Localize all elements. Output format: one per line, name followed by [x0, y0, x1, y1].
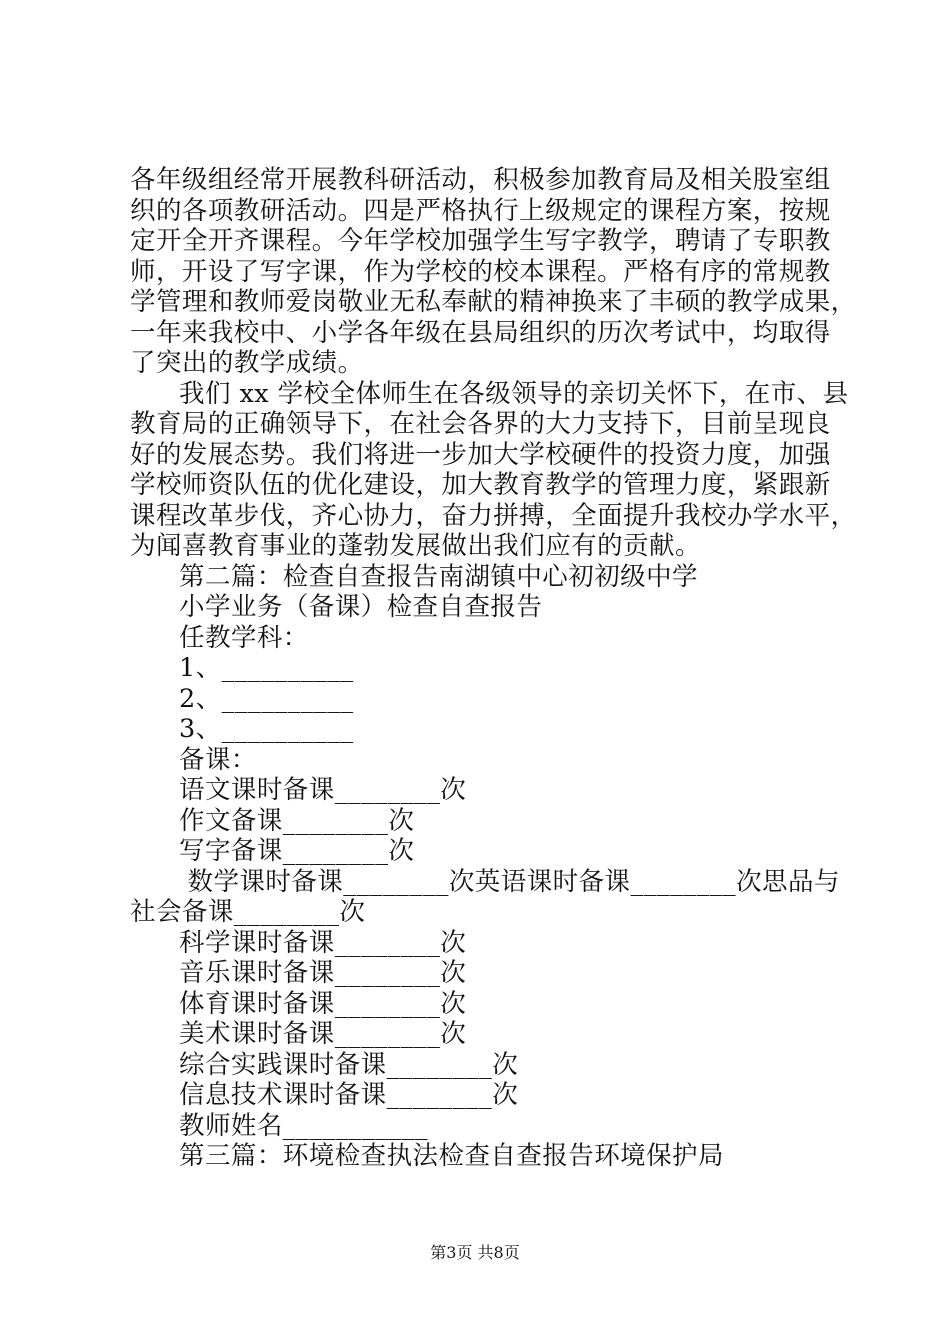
- paragraph-line: 学校师资队伍的优化建设，加大教育教学的管理力度，紧跟新: [130, 470, 831, 500]
- report-title: 小学业务（备课）检查自查报告: [179, 592, 543, 622]
- teacher-name-field: 教师姓名___________: [179, 1110, 429, 1141]
- paragraph-line: 教育局的正确领导下，在社会各界的大力支持下，目前呈现良: [130, 409, 831, 439]
- chinese-prep-field: 语文课时备课________次: [179, 775, 467, 805]
- science-prep-field: 科学课时备课________次: [179, 927, 467, 958]
- subject-blank-3: 3、__________: [179, 714, 354, 744]
- paragraph-line: 好的发展态势。我们将进一步加大学校硬件的投资力度，加强: [130, 439, 831, 470]
- pe-prep-field: 体育课时备课________次: [179, 988, 467, 1019]
- practice-prep-field: 综合实践课时备课________次: [179, 1049, 519, 1080]
- paragraph-line: 定开全开齐课程。今年学校加强学生写字教学，聘请了专职教: [130, 226, 831, 256]
- composition-prep-field: 作文备课________次: [179, 805, 415, 836]
- subjects-label: 任教学科：: [179, 622, 309, 653]
- society-prep-field: 社会备课________次: [130, 897, 366, 927]
- music-prep-field: 音乐课时备课________次: [179, 958, 467, 988]
- paragraph-line: 我们 xx 学校全体师生在各级领导的亲切关怀下，在市、县: [179, 378, 849, 409]
- paragraph-line: 为闻喜教育事业的蓬勃发展做出我们应有的贡献。: [130, 531, 701, 561]
- subject-blank-2: 2、__________: [179, 683, 354, 714]
- subject-blank-1: 1、__________: [179, 653, 354, 683]
- prep-label: 备课：: [179, 744, 257, 775]
- section-3-title: 第三篇：环境检查执法检查自查报告环境保护局: [179, 1141, 724, 1171]
- paragraph-line: 织的各项教研活动。四是严格执行上级规定的课程方案，按规: [130, 195, 831, 226]
- paragraph-line: 了突出的教学成绩。: [130, 348, 364, 378]
- paragraph-line: 学管理和教师爱岗敬业无私奉献的精神换来了丰硕的教学成果，: [130, 287, 857, 317]
- page-footer: 第3页 共8页: [430, 1243, 520, 1262]
- document-body: [130, 165, 857, 1172]
- paragraph-line: 课程改革步伐，齐心协力，奋力拼搏，全面提升我校办学水平，: [130, 500, 857, 531]
- section-2-title: 第二篇：检查自查报告南湖镇中心初初级中学: [179, 561, 699, 592]
- paragraph-line: 一年来我校中、小学各年级在县局组织的历次考试中，均取得: [130, 317, 831, 348]
- art-prep-field: 美术课时备课________次: [179, 1019, 467, 1049]
- paragraph-line: 师，开设了写字课，作为学校的校本课程。严格有序的常规教: [130, 256, 831, 287]
- paragraph-line: 各年级组经常开展教科研活动，积极参加教育局及相关股室组: [130, 165, 831, 195]
- it-prep-field: 信息技术课时备课________次: [179, 1080, 519, 1110]
- writing-prep-field: 写字备课________次: [179, 836, 415, 866]
- math-english-prep-field: 数学课时备课________次英语课时备课________次思品与: [179, 866, 840, 897]
